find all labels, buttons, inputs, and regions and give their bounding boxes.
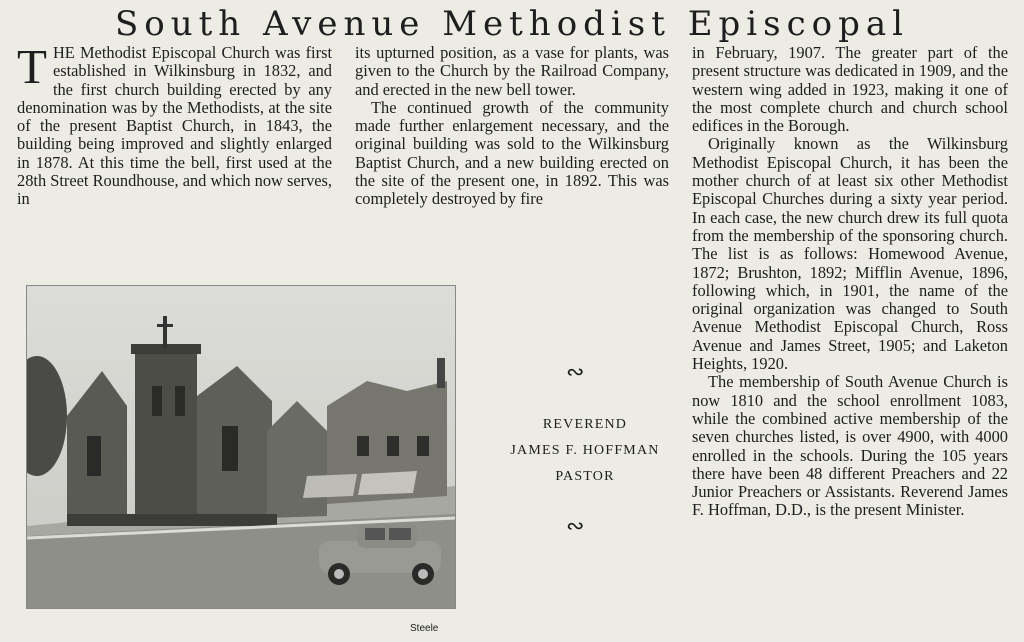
caption-line-3: PASTOR	[555, 469, 615, 484]
column-2	[355, 44, 669, 209]
column-1-text: HE Methodist Episcopal Church was first established in Wilkinsburg in 1832, and the first church building erected by any denomination was by the Methodists, at the site of the present Baptist Church, in 1843, the building being improved and slightly enlarged in 1878. At this time the bell, first used at the 28th Street Roundhouse, and which now serves, in	[17, 43, 333, 209]
column-2-paragraph-1: its upturned position, as a vase for plants, was given to the Church by the Railroad Company, and erected in the new bell tower.	[355, 43, 669, 99]
column-1	[17, 39, 333, 209]
ornament-bottom-icon: ∾	[566, 514, 585, 539]
column-1-paragraph	[17, 39, 333, 209]
column-3-paragraph-2: Originally known as the Wilkinsburg Methodist Episcopal Church, it has been the mother church of at least six other Methodist Episcopal Churches during a sixty year period. In each case, the new church drew its full quota from the membership of the sponsoring church. The list is as follows: Homewood Avenue, 1872; Brushton, 1892; Mifflin Avenue, 1896, following which, in 1901, the name of the original organization was changed to South Avenue Methodist Episcopal Church, Ross Avenue and James Street, 1905; and Laketon Heights, 1920.	[692, 134, 1008, 374]
column-3-paragraph-3: The membership of South Avenue Church is now 1810 and the school enrollment 1083, while the combined active membership of the seven churches listed, is over 4900, with 4000 enrolled in the schools. During the 105 years there have been 48 different Preachers and 22 Junior Preachers or Assistants. Reverend James F. Hoffman, D.D., is the present Minister.	[692, 372, 1008, 520]
photo-credit: Steele	[410, 623, 439, 634]
column-3	[692, 44, 1008, 520]
ornament-top-icon: ∾	[566, 360, 585, 385]
page-title: South Avenue Methodist Episcopal	[114, 4, 910, 44]
caption-line-1: REVEREND	[542, 417, 628, 432]
church-photograph	[26, 285, 456, 609]
pastor-caption	[480, 412, 690, 490]
caption-line-2: JAMES F. HOFFMAN	[510, 443, 660, 458]
drop-cap: T	[17, 39, 47, 94]
column-2-paragraph-2: The continued growth of the community made further enlargement necessary, and the original building was sold to the Wilkinsburg Baptist Church, and a new building erected on the site of the present one, in 1892. This was completely destroyed by fire	[355, 97, 669, 209]
column-3-paragraph-1: in February, 1907. The greater part of the present structure was dedicated in 1909, and the western wing added in 1923, making it one of the most complete church and church school edifices in the Borough.	[692, 43, 1008, 136]
